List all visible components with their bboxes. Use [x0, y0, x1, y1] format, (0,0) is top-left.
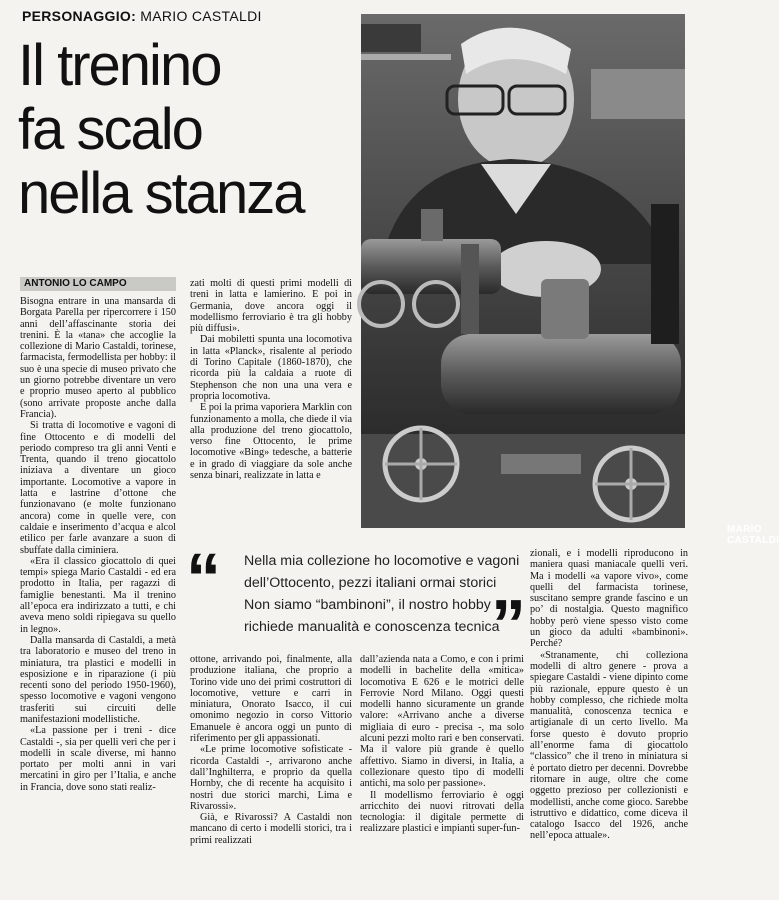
article-photo	[361, 14, 779, 546]
paragraph: Il modellismo ferroviario è oggi arricchito dei nuovi ritrovati della tecnologia: il digitale permette di realizzare plastici e impianti super-fun-	[360, 789, 524, 835]
headline-line-1: Il trenino	[18, 33, 221, 98]
paragraph: «Era il classico giocattolo di quei tempi» spiega Mario Castaldi - ed era prodotto in Italia, per ragazzi di famiglie benestanti. Ma il trenino all’epoca era indirizzato a tutti, e chi aveva meno soldi ripiegava su quello in legno».	[20, 555, 176, 635]
paragraph: zionali, e i modelli riproducono in maniera quasi maniacale quelli veri. Ma i modelli «a vapore vivo», come quelli del farmacista torinese, suscitano sempre grande fascino e un po’ di nostalgia. Questo magnifico hobby però viene spesso visto come un gioco da adulti «bambinoni». Perché?	[530, 548, 688, 650]
kicker-label: PERSONAGGIO:	[22, 8, 137, 24]
paragraph: zati molti di questi primi modelli di treni in latta e lamierino. E poi in Germania, dove ancora oggi il modellismo ferroviario è tra gli hobby più diffusi».	[190, 278, 352, 335]
column-4	[360, 654, 524, 894]
article-headline	[18, 34, 358, 226]
paragraph: «Stranamente, chi colleziona modelli di altro genere - prova a spiegare Castaldi - viene dipinto come più razionale, eppure questo è un hobby complesso, che richiede molta manualità, conoscenza tecnica e artigianale di un certo livello. Ma forse questo è dovuto proprio all’enorme fama di giocattolo “classico” che il treno in miniatura si è portato dietro per decenni. Dovrebbe ritornare in auge, oltre che come oggetto prezioso per collezionisti e modellisti, anche come gioco. Sarebbe istruttivo e didattico, come diceva il catalogo Isacco del 1926, anche nell’epoca attuale».	[530, 649, 688, 842]
section-kicker	[22, 8, 262, 24]
close-quote-icon: ”	[491, 585, 526, 663]
column-3	[190, 654, 352, 894]
kicker-name: MARIO CASTALDI	[140, 8, 262, 24]
column-5	[530, 548, 688, 894]
pull-quote-line-4: richiede manualità e conoscenza tecnica	[244, 619, 500, 635]
open-quote-icon: “	[186, 539, 221, 617]
pull-quote-line-2: dell’Ottocento, pezzi italiani ormai storici	[244, 575, 497, 591]
paragraph: Dalla mansarda di Castaldi, a metà tra laboratorio e museo del treno in miniatura, tra plastici e modelli in esposizione e in riparazione (i più recenti sono del periodo 1950-1960), spesso locomotive e vagoni vengono trasferiti sui circuiti delle manifestazioni modellistiche.	[20, 634, 176, 725]
paragraph: dall’azienda nata a Como, e con i primi modelli in bachelite della «mitica» locomotiva E 626 e le motrici delle Ferrovie Nord Milano. Oggi questi modelli hanno sicuramente un grande valore: «Arrivano anche a diverse migliaia di euro - precisa -, ma solo alcuni pezzi molto rari e ben conservati. Ma il valore più grande è quello affettivo. Siamo in diversi, in Italia, a collezionare questo tipo di modelli antichi, ma solo per passione».	[360, 654, 524, 790]
paragraph: Bisogna entrare in una mansarda di Borgata Parella per ripercorrere i 150 anni dell’affascinante storia dei trenini. È la «tana» che accoglie la collezione di Mario Castaldi, torinese, farmacista, fermodellista per hobby: il suo è una specie di museo privato che un giorno potrebbe diventare un vero e proprio museo aperto al pubblico (sono arrivate proposte anche dalla Francia).	[20, 296, 176, 420]
pull-quote-line-3: Non siamo “bambinoni”, il nostro hobby	[244, 597, 491, 613]
paragraph: E poi la prima vaporiera Marklin con funzionamento a molla, che diede il via alla produzione del treno giocattolo, verso fine Ottocento, le prime locomotive «Bing» tedesche, a batterie e in grado di viaggiare da sole anche senza binari, realizzate in latta e	[190, 402, 352, 482]
pull-quote	[186, 539, 528, 663]
paragraph: «Le prime locomotive sofisticate - ricorda Castaldi -, arrivarono anche dall’Inghilterra, e proprio da quella Hornby, che di recente ha acquisito i nostri due storici marchi, Lima e Rivarossi».	[190, 744, 352, 812]
collector-with-locomotives-photo	[361, 14, 685, 528]
paragraph: Dai mobiletti spunta una locomotiva in latta «Planck», risalente al periodo di Torino Capitale (1860-1870), che ricorda più la caldaia a ruote di Stephenson che non una una vera e propria locomotiva.	[190, 334, 352, 402]
author-byline: ANTONIO LO CAMPO	[20, 277, 176, 291]
paragraph: «La passione per i treni - dice Castaldi -, sia per quelli veri che per i modelli in scale diverse, mi hanno portato per molti anni in vari mercatini in giro per l’Italia, e anche in Francia, dove sono stati realiz-	[20, 725, 176, 793]
headline-line-3: nella stanza	[18, 161, 304, 226]
paragraph: Si tratta di locomotive e vagoni di fine Ottocento e di modelli del periodo compreso tra gli anni Venti e Trenta, quando il treno giocattolo iniziava a diventare un gioco importante. Locomotive a vapore in latta e lastrine d’ottone che funzionavano (e molte funzionano ancora) come in quelle vere, con caldaie e inserimento d’acqua e alcol etilico per farle avanzare a suon di sbuffate dalla ciminiera.	[20, 420, 176, 556]
paragraph: Già, e Rivarossi? A Castaldi non mancano di certo i modelli storici, tra i primi realizzati	[190, 812, 352, 846]
column-2	[190, 278, 352, 540]
pull-quote-line-1: Nella mia collezione ho locomotive e vagoni	[244, 553, 520, 569]
paragraph: ottone, arrivando poi, finalmente, alla produzione italiana, che proprio a Torino vide uno dei primi costruttori di locomotive, vetture e carri in miniatura, Onorato Isacco, il cui omonimo negozio in corso Vittorio Emanuele è ancora oggi un punto di riferimento per gli appassionati.	[190, 654, 352, 745]
pull-quote-text	[244, 550, 520, 638]
headline-line-2: fa scalo	[18, 97, 202, 162]
column-1	[20, 296, 176, 894]
photo-caption: MARIO CASTALDI	[727, 524, 779, 546]
